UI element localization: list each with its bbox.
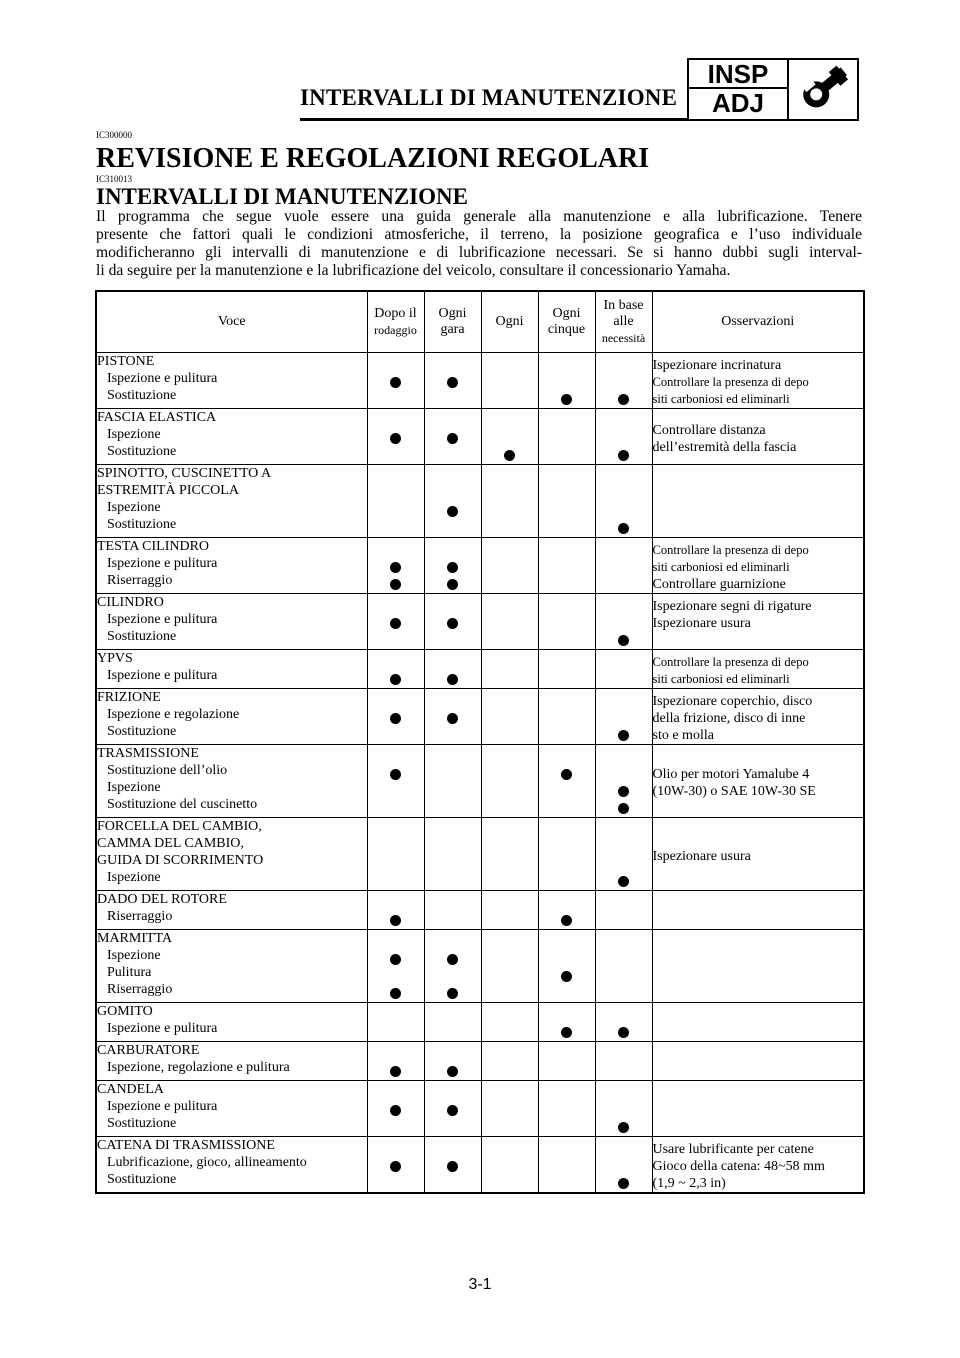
item-cell [96,689,367,745]
table-row [96,594,864,650]
note-line: Ispezionare incrinatura [652,358,782,373]
bullet-mark-icon [390,954,401,965]
interval-cell [538,465,595,538]
interval-cell [538,930,595,1003]
bullet-mark-icon [447,713,458,724]
note-line: siti carboniosi ed eliminarli [652,392,790,406]
note-line: della frizione, disco di inne [652,711,806,726]
interval-cell [595,1137,652,1194]
col-ogni-cinque [538,291,595,353]
interval-cell [481,930,538,1003]
bullet-mark-icon [447,506,458,517]
bullet-mark-icon [390,1066,401,1077]
interval-cell [595,353,652,409]
item-subtask: Sostituzione [107,1116,177,1131]
interval-cell [538,538,595,594]
item-subtask: Ispezione [107,500,161,515]
interval-cell [538,1003,595,1042]
item-subtask: Ispezione [107,427,161,442]
item-subtask: Riserraggio [107,982,173,997]
interval-cell [595,818,652,891]
interval-cell [367,594,424,650]
table-row [96,650,864,689]
bullet-mark-icon [390,713,401,724]
table-row [96,353,864,409]
item-title: FRIZIONE [97,690,161,705]
note-line: Controllare la presenza di depo [652,655,809,669]
table-row [96,1003,864,1042]
table-row [96,1081,864,1137]
table-row [96,538,864,594]
interval-cell [367,1081,424,1137]
item-subtask: Sostituzione dell’olio [107,763,228,778]
note-line: Ispezionare segni di rigature [652,599,812,614]
bullet-mark-icon [390,433,401,444]
interval-cell [424,891,481,930]
notes-cell [652,1137,864,1194]
notes-cell [652,1042,864,1081]
header-title: INTERVALLI DI MANUTENZIONE [300,85,678,110]
interval-cell [595,465,652,538]
interval-cell [481,891,538,930]
interval-cell [595,409,652,465]
item-cell [96,745,367,818]
interval-cell [367,930,424,1003]
item-subtask: Riserraggio [107,909,173,924]
interval-cell [424,353,481,409]
item-subtask: Sostituzione [107,724,177,739]
item-subtask: Ispezione [107,870,161,885]
interval-cell [424,594,481,650]
interval-cell [481,1003,538,1042]
interval-cell [424,1042,481,1081]
bullet-mark-icon [618,1122,629,1133]
item-subtask: Ispezione e pulitura [107,1021,218,1036]
table-row [96,465,864,538]
wrench-icon [789,60,857,119]
bullet-mark-icon [390,1105,401,1116]
item-title: DADO DEL ROTORE [97,892,227,907]
item-subtask: Ispezione [107,780,161,795]
table-row [96,745,864,818]
interval-cell [367,818,424,891]
section-code-1: IC300000 [96,130,132,140]
col-base-line2: alle [613,314,634,329]
item-cell [96,891,367,930]
interval-cell [367,650,424,689]
interval-cell [538,650,595,689]
interval-cell [481,409,538,465]
bullet-mark-icon [447,433,458,444]
col-dopo-rodaggio [367,291,424,353]
note-line: Ispezionare usura [652,616,751,631]
notes-cell [652,1081,864,1137]
col-in-base-necessita [595,291,652,353]
interval-cell [424,689,481,745]
interval-cell [367,409,424,465]
item-cell [96,353,367,409]
item-subtask: Ispezione, regolazione e pulitura [107,1060,290,1075]
interval-cell [367,689,424,745]
interval-cell [595,745,652,818]
interval-cell [595,538,652,594]
interval-cell [481,538,538,594]
interval-cell [595,1081,652,1137]
interval-cell [481,1081,538,1137]
table-row [96,818,864,891]
bullet-mark-icon [561,915,572,926]
item-cell [96,930,367,1003]
item-cell [96,1081,367,1137]
interval-cell [538,818,595,891]
interval-cell [538,1081,595,1137]
bullet-mark-icon [390,377,401,388]
bullet-mark-icon [618,635,629,646]
section-subtitle: INTERVALLI DI MANUTENZIONE [96,184,468,209]
bullet-mark-icon [618,786,629,797]
interval-cell [367,1137,424,1194]
bullet-mark-icon [447,954,458,965]
note-line: dell’estremità della fascia [652,439,797,455]
notes-cell [652,891,864,930]
interval-cell [595,891,652,930]
bullet-mark-icon [447,1066,458,1077]
col-cinque-line1: Ogni [552,306,581,321]
bullet-mark-icon [618,1178,629,1189]
item-subtask: Sostituzione [107,388,177,403]
item-title: CARBURATORE [97,1043,200,1058]
bullet-mark-icon [390,579,401,590]
notes-cell [652,353,864,409]
item-title: TRASMISSIONE [97,746,199,761]
bullet-mark-icon [390,618,401,629]
item-subtask: Ispezione e pulitura [107,371,218,386]
bullet-mark-icon [618,730,629,741]
interval-cell [367,538,424,594]
bullet-mark-icon [561,1027,572,1038]
item-title: PISTONE [97,354,155,369]
interval-cell [367,1042,424,1081]
col-dopo-line1: Dopo il [374,306,417,321]
notes-cell [652,1003,864,1042]
interval-cell [595,1003,652,1042]
bullet-mark-icon [447,377,458,388]
item-cell [96,818,367,891]
note-line: (1,9 ~ 2,3 in) [652,1176,726,1191]
note-line: (10W-30) o SAE 10W-30 SE [652,784,816,799]
maintenance-table [95,290,865,1194]
table-header-row [96,291,864,353]
interval-cell [538,891,595,930]
note-line: Controllare la presenza di depo [652,543,809,557]
bullet-mark-icon [390,915,401,926]
bullet-mark-icon [618,1027,629,1038]
notes-cell [652,594,864,650]
notes-cell [652,650,864,689]
notes-cell [652,818,864,891]
page-number: 3-1 [468,1276,492,1293]
header-rule [300,118,692,121]
item-subtask: Ispezione [107,948,161,963]
interval-cell [424,745,481,818]
interval-cell [538,353,595,409]
col-gara-line1: Ogni [438,306,467,321]
note-line: sto e molla [652,728,714,743]
badge-adj-label: ADJ [689,89,789,119]
interval-cell [424,650,481,689]
interval-cell [538,689,595,745]
bullet-mark-icon [561,971,572,982]
note-line: siti carboniosi ed eliminarli [652,560,790,574]
interval-cell [481,465,538,538]
interval-cell [481,1137,538,1194]
bullet-mark-icon [447,618,458,629]
intro-line: Il programma che segue vuole essere una guida generale alla manutenzione e alla lubrificazione. Tenere [96,208,862,225]
interval-cell [424,818,481,891]
item-cell [96,465,367,538]
badge-insp-label: INSP [689,60,789,89]
bullet-mark-icon [390,1161,401,1172]
item-subtask: Ispezione e pulitura [107,668,218,683]
interval-cell [367,745,424,818]
item-subtask: Sostituzione [107,444,177,459]
note-line: siti carboniosi ed eliminarli [652,672,790,686]
interval-cell [538,745,595,818]
bullet-mark-icon [447,988,458,999]
bullet-mark-icon [618,803,629,814]
interval-cell [538,409,595,465]
interval-cell [481,353,538,409]
interval-cell [424,1137,481,1194]
interval-cell [595,689,652,745]
note-line: Olio per motori Yamalube 4 [652,767,810,782]
interval-cell [595,650,652,689]
col-ogni: Ogni [481,291,538,353]
interval-cell [595,594,652,650]
note-line: Controllare guarnizione [652,577,786,592]
bullet-mark-icon [618,394,629,405]
intro-line: presente che fattori quali le condizioni atmosferiche, il terreno, la posizione geografica e l’uso individuale [96,226,862,243]
bullet-mark-icon [561,394,572,405]
note-line: Ispezionare coperchio, disco [652,694,813,709]
item-cell [96,409,367,465]
item-title: CAMMA DEL CAMBIO, [97,836,244,851]
item-title: FASCIA ELASTICA [97,410,217,425]
bullet-mark-icon [561,769,572,780]
section-title: REVISIONE E REGOLAZIONI REGOLARI [96,143,650,174]
item-title: MARMITTA [97,931,173,946]
col-base-line1: In base [603,298,644,313]
item-title: YPVS [97,651,133,666]
item-subtask: Lubrificazione, gioco, allineamento [107,1155,307,1170]
col-base-line3: necessità [601,331,646,345]
item-subtask: Sostituzione del cuscinetto [107,797,258,812]
item-subtask: Ispezione e regolazione [107,707,240,722]
bullet-mark-icon [390,988,401,999]
item-subtask: Sostituzione [107,517,177,532]
bullet-mark-icon [618,876,629,887]
notes-cell [652,745,864,818]
interval-cell [424,409,481,465]
item-title: FORCELLA DEL CAMBIO, [97,819,262,834]
item-cell [96,650,367,689]
col-cinque-line2: cinque [547,322,586,337]
item-subtask: Pulitura [107,965,152,980]
notes-cell [652,465,864,538]
bullet-mark-icon [618,523,629,534]
bullet-mark-icon [447,562,458,573]
note-line: Gioco della catena: 48~58 mm [652,1159,825,1174]
interval-cell [481,594,538,650]
table-row [96,1137,864,1194]
bullet-mark-icon [447,674,458,685]
intro-line: li da seguire per la manutenzione e la lubrificazione del veicolo, consultare il concessionario Yamaha. [96,262,731,279]
notes-cell [652,930,864,1003]
insp-adj-badge [687,58,859,121]
col-osservazioni: Osservazioni [652,291,864,353]
notes-cell [652,538,864,594]
notes-cell [652,689,864,745]
item-cell [96,1137,367,1194]
bullet-mark-icon [447,1161,458,1172]
note-line: Usare lubrificante per catene [652,1142,814,1157]
bullet-mark-icon [390,562,401,573]
interval-cell [424,1003,481,1042]
bullet-mark-icon [447,579,458,590]
interval-cell [538,1137,595,1194]
interval-cell [595,930,652,1003]
bullet-mark-icon [447,1105,458,1116]
col-ogni-gara [424,291,481,353]
bullet-mark-icon [504,450,515,461]
item-title: CATENA DI TRASMISSIONE [97,1138,275,1153]
notes-cell [652,409,864,465]
item-title: ESTREMITÀ PICCOLA [97,483,239,498]
item-subtask: Ispezione e pulitura [107,1099,218,1114]
item-subtask: Sostituzione [107,1172,177,1187]
note-line: Controllare distanza [652,422,766,438]
interval-cell [367,353,424,409]
item-cell [96,1003,367,1042]
item-title: TESTA CILINDRO [97,539,210,554]
intro-paragraph [96,208,862,280]
interval-cell [424,930,481,1003]
item-subtask: Ispezione e pulitura [107,556,218,571]
col-gara-line2: gara [440,322,465,337]
col-dopo-line2: rodaggio [374,323,417,337]
interval-cell [367,891,424,930]
table-row [96,1042,864,1081]
interval-cell [481,818,538,891]
note-line: Ispezionare usura [652,848,751,864]
bullet-mark-icon [390,769,401,780]
table-row [96,930,864,1003]
interval-cell [367,1003,424,1042]
table-row [96,409,864,465]
interval-cell [481,745,538,818]
item-title: GOMITO [97,1004,153,1019]
bullet-mark-icon [390,674,401,685]
interval-cell [481,689,538,745]
item-subtask: Sostituzione [107,629,177,644]
item-title: CILINDRO [97,595,164,610]
table-row [96,689,864,745]
item-cell [96,538,367,594]
interval-cell [538,594,595,650]
interval-cell [424,538,481,594]
interval-cell [424,465,481,538]
bullet-mark-icon [618,450,629,461]
interval-cell [481,650,538,689]
item-cell [96,594,367,650]
interval-cell [595,1042,652,1081]
item-subtask: Ispezione e pulitura [107,612,218,627]
item-title: GUIDA DI SCORRIMENTO [97,853,264,868]
item-title: CANDELA [97,1082,164,1097]
col-voce: Voce [96,291,367,353]
interval-cell [538,1042,595,1081]
item-title: SPINOTTO, CUSCINETTO A [97,466,272,481]
interval-cell [367,465,424,538]
item-cell [96,1042,367,1081]
interval-cell [424,1081,481,1137]
item-subtask: Riserraggio [107,573,173,588]
note-line: Controllare la presenza di depo [652,375,809,389]
table-row [96,891,864,930]
section-code-2: IC310013 [96,174,132,184]
intro-line: modificheranno gli intervalli di manutenzione e di lubrificazione necessari. Se si hanno dubbi sugli interval- [96,244,862,261]
interval-cell [481,1042,538,1081]
